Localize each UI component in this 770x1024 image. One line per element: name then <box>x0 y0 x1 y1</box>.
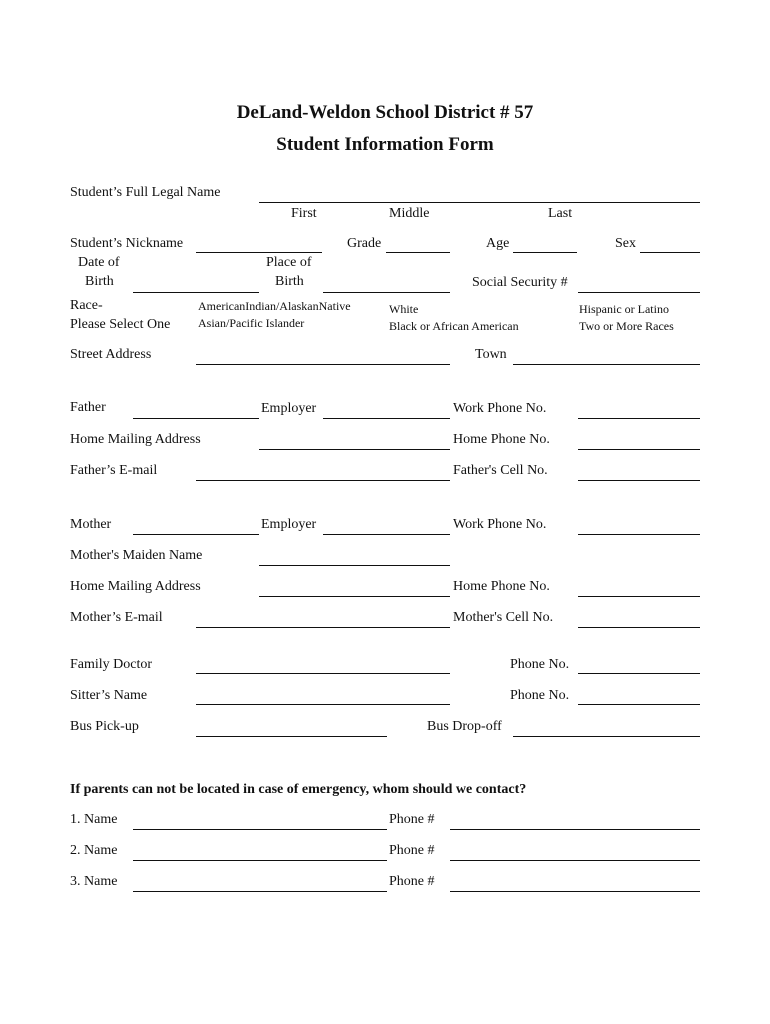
full-name-label: Student’s Full Legal Name <box>70 185 221 200</box>
mother-work-phone-input[interactable] <box>578 534 700 535</box>
nickname-label: Student’s Nickname <box>70 236 184 251</box>
bus-dropoff-input[interactable] <box>513 736 700 737</box>
race-option-asian[interactable]: Asian/Pacific Islander <box>198 316 305 330</box>
mother-home-address-input[interactable] <box>259 596 450 597</box>
mother-label: Mother <box>70 517 112 532</box>
form-title: Student Information Form <box>276 134 494 155</box>
sex-input[interactable] <box>640 252 700 253</box>
mother-employer-label: Employer <box>261 517 317 532</box>
last-name-caption: Last <box>548 206 573 221</box>
father-employer-input[interactable] <box>323 418 450 419</box>
doctor-phone-input[interactable] <box>578 673 700 674</box>
full-name-input[interactable] <box>259 202 700 203</box>
father-cell-label: Father's Cell No. <box>453 463 548 478</box>
town-label: Town <box>475 347 507 362</box>
age-input[interactable] <box>513 252 577 253</box>
middle-name-caption: Middle <box>389 206 430 221</box>
town-input[interactable] <box>513 364 700 365</box>
sitter-name-input[interactable] <box>196 704 450 705</box>
emergency-3-name-input[interactable] <box>133 891 387 892</box>
father-home-phone-label: Home Phone No. <box>453 432 550 447</box>
mother-email-input[interactable] <box>196 627 450 628</box>
race-option-two-or-more[interactable]: Two or More Races <box>579 319 674 333</box>
emergency-1-name-input[interactable] <box>133 829 387 830</box>
pob-input[interactable] <box>323 292 450 293</box>
sitter-phone-label: Phone No. <box>510 688 570 703</box>
race-label-line2: Please Select One <box>70 317 171 332</box>
dob-label-line1: Date of <box>78 255 120 270</box>
age-label: Age <box>486 236 510 251</box>
race-option-black[interactable]: Black or African American <box>389 319 519 333</box>
dob-label-line2: Birth <box>85 274 114 289</box>
father-email-input[interactable] <box>196 480 450 481</box>
father-name-input[interactable] <box>133 418 259 419</box>
mother-name-input[interactable] <box>133 534 259 535</box>
mother-home-address-label: Home Mailing Address <box>70 579 201 594</box>
father-email-label: Father’s E-mail <box>70 463 158 478</box>
street-address-input[interactable] <box>196 364 450 365</box>
mother-home-phone-label: Home Phone No. <box>453 579 550 594</box>
race-option-american-indian[interactable]: AmericanIndian/AlaskanNative <box>198 299 351 313</box>
emergency-2-phone-label: Phone # <box>389 843 435 858</box>
emergency-3-phone-input[interactable] <box>450 891 700 892</box>
street-address-label: Street Address <box>70 347 152 362</box>
sitter-phone-input[interactable] <box>578 704 700 705</box>
father-employer-label: Employer <box>261 401 317 416</box>
mother-cell-label: Mother's Cell No. <box>453 610 554 625</box>
ssn-label: Social Security # <box>472 275 568 290</box>
father-label: Father <box>70 400 106 415</box>
grade-input[interactable] <box>386 252 450 253</box>
pob-label-line2: Birth <box>275 274 304 289</box>
mother-home-phone-input[interactable] <box>578 596 700 597</box>
mother-maiden-name-label: Mother's Maiden Name <box>70 548 203 563</box>
emergency-3-phone-label: Phone # <box>389 874 435 889</box>
bus-dropoff-label: Bus Drop-off <box>427 719 502 734</box>
father-cell-input[interactable] <box>578 480 700 481</box>
father-home-address-label: Home Mailing Address <box>70 432 201 447</box>
nickname-input[interactable] <box>196 252 322 253</box>
emergency-3-name-label: 3. Name <box>70 874 118 889</box>
father-home-address-input[interactable] <box>259 449 450 450</box>
pob-label-line1: Place of <box>266 255 312 270</box>
emergency-1-phone-input[interactable] <box>450 829 700 830</box>
doctor-phone-label: Phone No. <box>510 657 570 672</box>
mother-work-phone-label: Work Phone No. <box>453 517 547 532</box>
father-work-phone-input[interactable] <box>578 418 700 419</box>
race-label-line1: Race- <box>70 298 103 313</box>
race-option-white[interactable]: White <box>389 302 419 316</box>
sitter-name-label: Sitter’s Name <box>70 688 148 703</box>
emergency-2-name-input[interactable] <box>133 860 387 861</box>
family-doctor-label: Family Doctor <box>70 657 153 672</box>
emergency-question: If parents can not be located in case of emergency, whom should we contact? <box>70 782 527 797</box>
bus-pickup-input[interactable] <box>196 736 387 737</box>
mother-email-label: Mother’s E-mail <box>70 610 163 625</box>
mother-cell-input[interactable] <box>578 627 700 628</box>
ssn-input[interactable] <box>578 292 700 293</box>
grade-label: Grade <box>347 236 382 251</box>
mother-maiden-name-input[interactable] <box>259 565 450 566</box>
father-work-phone-label: Work Phone No. <box>453 401 547 416</box>
father-home-phone-input[interactable] <box>578 449 700 450</box>
first-name-caption: First <box>291 206 317 221</box>
emergency-1-name-label: 1. Name <box>70 812 118 827</box>
emergency-1-phone-label: Phone # <box>389 812 435 827</box>
bus-pickup-label: Bus Pick-up <box>70 719 139 734</box>
sex-label: Sex <box>615 236 636 251</box>
mother-employer-input[interactable] <box>323 534 450 535</box>
district-title: DeLand-Weldon School District # 57 <box>236 102 534 123</box>
dob-input[interactable] <box>133 292 259 293</box>
race-option-hispanic[interactable]: Hispanic or Latino <box>579 302 669 316</box>
emergency-2-name-label: 2. Name <box>70 843 118 858</box>
family-doctor-input[interactable] <box>196 673 450 674</box>
emergency-2-phone-input[interactable] <box>450 860 700 861</box>
